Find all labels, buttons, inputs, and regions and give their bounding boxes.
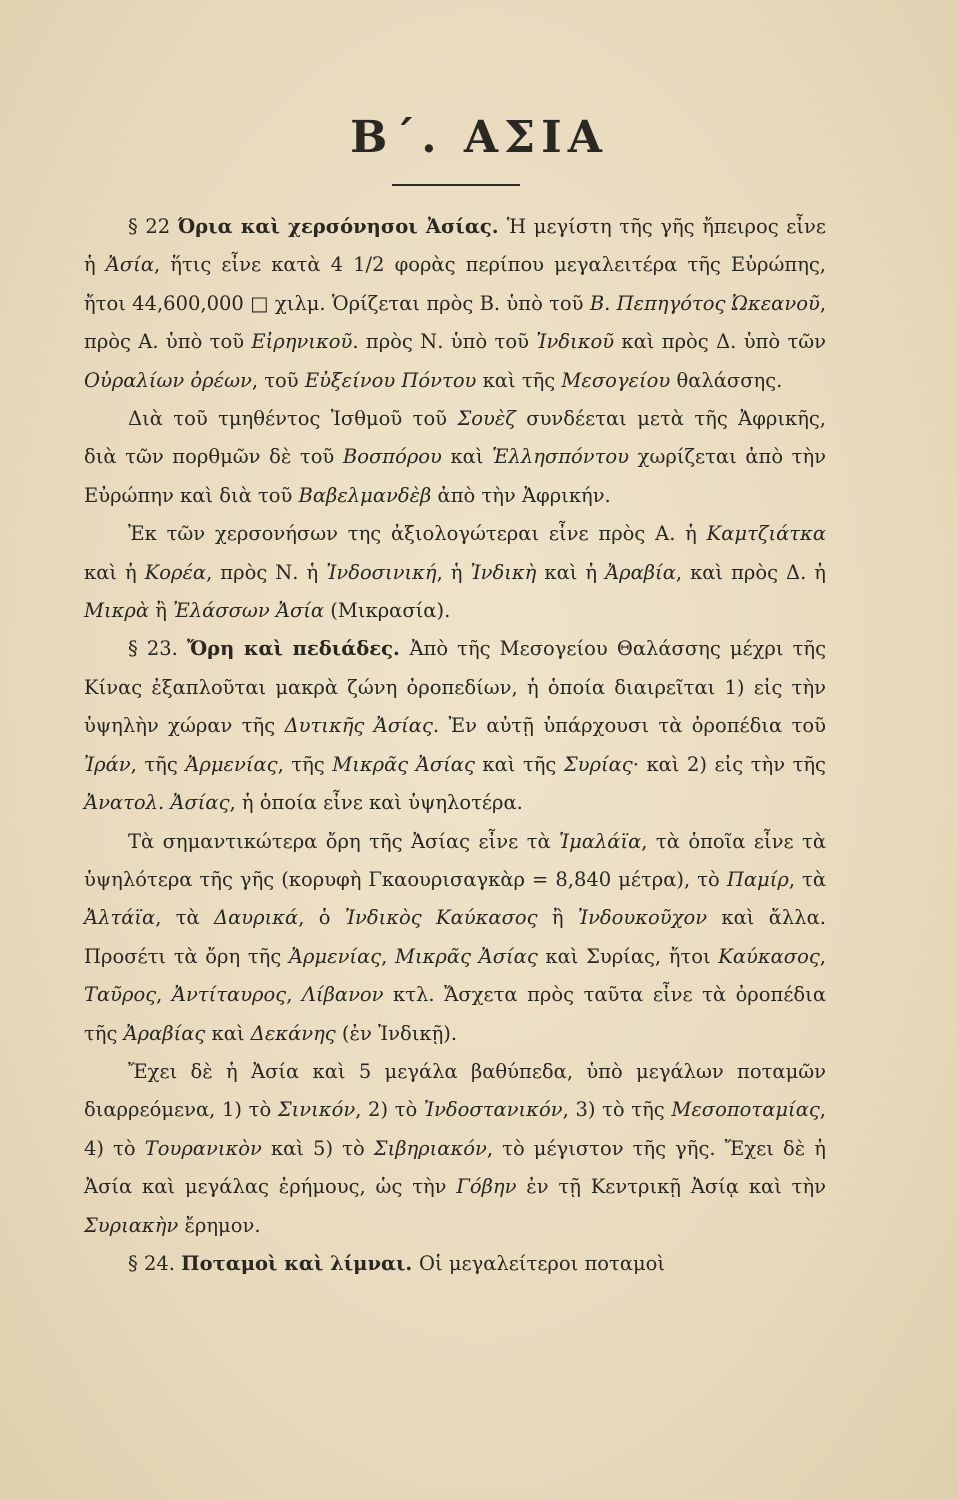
italic-term: Δαυρικά (214, 906, 299, 930)
italic-term: Β. Πεπηγότος (589, 291, 726, 315)
italic-term: Ἀντίταυρος (171, 983, 287, 1007)
italic-term: Βαβελμανδὲβ (298, 483, 432, 507)
italic-term: Καύκασος (718, 944, 820, 968)
italic-term: Ἱμαλάϊα (559, 829, 642, 853)
italic-term: Ἀραβία (605, 560, 676, 584)
italic-term: Μεσογείου (561, 368, 671, 392)
italic-term: Ἀρμενίας (185, 752, 278, 776)
italic-term: Μικρᾶς Ἀσίας (395, 944, 538, 968)
italic-term: Ἀσία (105, 253, 154, 277)
italic-term: Ἰνδικὴ (470, 560, 537, 584)
italic-term: Λίβανον (301, 983, 384, 1007)
italic-term: Σινικόν (277, 1098, 356, 1122)
italic-term: Συριακὴν (84, 1213, 179, 1237)
section-title: Όρια καὶ χερσόνησοι Ἀσίας. (177, 215, 507, 238)
italic-term: Ἀραβίας (123, 1021, 206, 1045)
italic-term: Εὐξείνου Πόντου (304, 368, 477, 392)
italic-term: Ἰνδοστανικόν (423, 1098, 563, 1122)
italic-term: Ἰνδικοῦ (536, 330, 615, 354)
section-title: Ποταμοὶ καὶ λίμναι. (181, 1251, 419, 1275)
italic-term: Παμίρ (726, 867, 789, 891)
italic-term: Σιβηριακόν (373, 1136, 487, 1160)
page-body (84, 208, 826, 1283)
italic-term: Εἰρηνικοῦ (251, 330, 353, 354)
paragraph: § 22 Όρια καὶ χερσόνησοι Ἀσίας. Ἡ μεγίστη τῆς γῆς ἤπειρος εἶνε ἡ Ἀσία, ἥτις εἶνε κατὰ 4 1/2 φορὰς περίπου μεγαλειτέρα τῆς Εὐρώπης, ἤτοι 44,600,000 □ χιλμ. Ὁρίζεται πρὸς Β. ὑπὸ τοῦ Β. Πεπηγότος Ὠκεανοῦ, πρὸς Α. ὑπὸ τοῦ Εἰρηνικοῦ. πρὸς Ν. ὑπὸ τοῦ Ἰνδικοῦ καὶ πρὸς Δ. ὑπὸ τῶν Οὐραλίων ὀρέων, τοῦ Εὐξείνου Πόντου καὶ τῆς Μεσογείου θαλάσσης. (84, 215, 827, 392)
section-number: § 22 (128, 215, 178, 238)
italic-term: Δεκάνης (250, 1021, 336, 1045)
italic-term: Ἰνδοσινική (326, 560, 437, 584)
italic-term: Ἰνδικὸς Καύκασος (344, 906, 538, 930)
italic-term: Δυτικῆς Ἀσίας (284, 714, 433, 738)
page-title: Β΄. ΑΣΙΑ (350, 112, 608, 163)
section-number: § 23. (128, 637, 187, 661)
section-title: Ὄρη καὶ πεδιάδες. (186, 637, 410, 661)
paragraph: Ἔχει δὲ ἡ Ἀσία καὶ 5 μεγάλα βαθύπεδα, ὑπὸ μεγάλων ποταμῶν διαρρεόμενα, 1) τὸ Σινικόν, 2) τὸ Ἰνδοστανικόν, 3) τὸ τῆς Μεσοποταμίας, 4) τὸ Τουρανικὸν καὶ 5) τὸ Σιβηριακόν, τὸ μέγιστον τῆς γῆς. Ἔχει δὲ ἡ Ἀσία καὶ μεγάλας ἐρήμους, ὡς τὴν Γόβην ἐν τῇ Κεντρικῇ Ἀσίᾳ καὶ τὴν Συριακὴν ἔρημον. (84, 1059, 826, 1237)
paragraph: § 24. Ποταμοὶ καὶ λίμναι. Οἱ μεγαλείτεροι ποταμοὶ (128, 1251, 666, 1275)
italic-term: Ἀλτάϊα (84, 906, 156, 930)
paragraph: § 23. Ὄρη καὶ πεδιάδες. Ἀπὸ τῆς Μεσογείου Θαλάσσης μέχρι τῆς Κίνας ἐξαπλοῦται μακρὰ ζώνη ὀροπεδίων, ἡ ὁποία διαιρεῖται 1) εἰς τὴν ὑψηλὴν χώραν τῆς Δυτικῆς Ἀσίας. Ἐν αὐτῇ ὑπάρχουσι τὰ ὀροπέδια τοῦ Ἰράν, τῆς Ἀρμενίας, τῆς Μικρᾶς Ἀσίας καὶ τῆς Συρίας· καὶ 2) εἰς τὴν τῆς Ἀνατολ. Ἀσίας, ἡ ὁποία εἶνε καὶ ὑψηλοτέρα. (84, 637, 826, 815)
paragraph: Διὰ τοῦ τμηθέντος Ἰσθμοῦ τοῦ Σουὲζ συνδέεται μετὰ τῆς Ἀφρικῆς, διὰ τῶν πορθμῶν δὲ τοῦ Βοσπόρου καὶ Ἑλλησπόντου χωρίζεται ἀπὸ τὴν Εὐρώπην καὶ διὰ τοῦ Βαβελμανδὲβ ἀπὸ τὴν Ἀφρικήν. (84, 407, 826, 507)
italic-term: Ἰράν (84, 752, 131, 776)
italic-term: Βοσπόρου (342, 445, 442, 469)
italic-term: Ὠκεανοῦ (731, 291, 820, 315)
italic-term: Καμτζιάτκα (706, 522, 826, 546)
italic-term: Ἀρμενίας (288, 944, 382, 968)
italic-term: Συρίας (563, 752, 633, 776)
italic-term: Ταῦρος (84, 983, 157, 1007)
italic-term: Ἀνατολ. Ἀσίας (84, 791, 230, 815)
paragraph: Τὰ σημαντικώτερα ὄρη τῆς Ἀσίας εἶνε τὰ Ἱμαλάϊα, τὰ ὁποῖα εἶνε τὰ ὑψηλότερα τῆς γῆς (κορυφὴ Γκαουρισαγκὰρ = 8,840 μέτρα), τὸ Παμίρ, τὰ Ἀλτάϊα, τὰ Δαυρικά, ὁ Ἰνδικὸς Καύκασος ἢ Ἰνδουκοῦχον καὶ ἄλλα. Προσέτι τὰ ὄρη τῆς Ἀρμενίας, Μικρᾶς Ἀσίας καὶ Συρίας, ἤτοι Καύκασος, Ταῦρος, Ἀντίταυρος, Λίβανον κτλ. Ἄσχετα πρὸς ταῦτα εἶνε τὰ ὀροπέδια τῆς Ἀραβίας καὶ Δεκάνης (ἐν Ἰνδικῇ). (84, 829, 827, 1045)
title-rule (392, 184, 520, 186)
italic-term: Οὐραλίων ὀρέων (84, 368, 252, 392)
italic-term: Ἐλάσσων Ἀσία (173, 599, 325, 623)
italic-term: Ἰνδουκοῦχον (577, 906, 708, 930)
italic-term: Τουρανικὸν (144, 1136, 262, 1160)
italic-term: Μεσοποταμίας (671, 1098, 820, 1122)
italic-term: Γόβην (456, 1175, 517, 1199)
italic-term: Σουὲζ (457, 407, 516, 431)
italic-term: Κορέα (144, 560, 207, 584)
section-number: § 24. (128, 1251, 182, 1275)
italic-term: Μικρᾶς Ἀσίας (332, 752, 475, 776)
paragraph: Ἐκ τῶν χερσονήσων της ἀξιολογώτεραι εἶνε πρὸς Α. ἡ Καμτζιάτκα καὶ ἡ Κορέα, πρὸς Ν. ἡ Ἰνδοσινική, ἡ Ἰνδικὴ καὶ ἡ Ἀραβία, καὶ πρὸς Δ. ἡ Μικρὰ ἢ Ἐλάσσων Ἀσία (Μικρασία). (84, 522, 826, 623)
italic-term: Μικρὰ (84, 599, 150, 623)
italic-term: Ἑλλησπόντου (492, 445, 630, 469)
